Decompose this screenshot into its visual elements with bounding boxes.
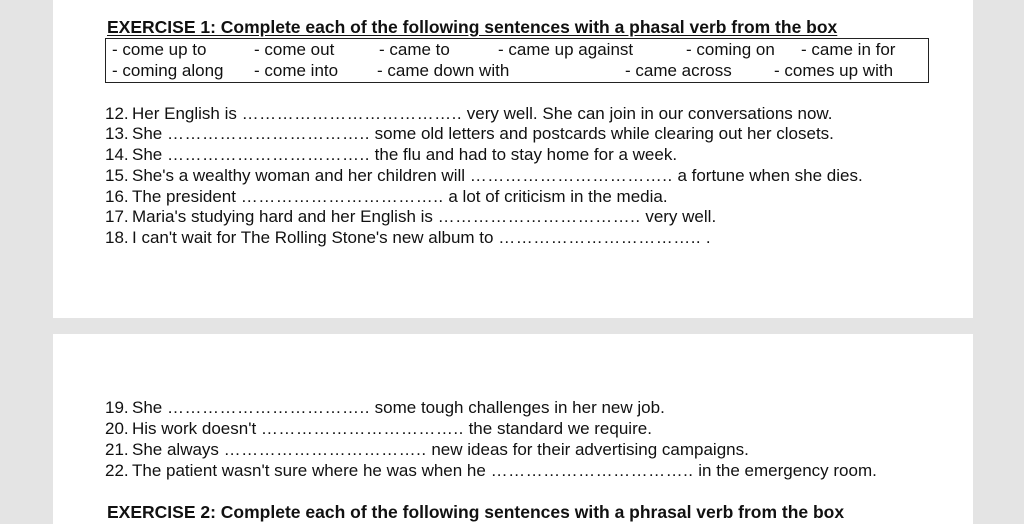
sentence-text: some old letters and postcards while clearing out her closets. [369, 124, 834, 143]
answer-blank: …………………………….. [490, 461, 694, 480]
answer-blank: …………………………….. [240, 187, 444, 206]
answer-blank: …………………………….. [166, 398, 370, 417]
sentence-15 [105, 166, 863, 186]
sentence-text: She [132, 398, 167, 417]
sentence-number: 21. [105, 440, 129, 459]
sentence-number: 19. [105, 398, 129, 417]
answer-blank: …………………………….. [223, 440, 427, 459]
answer-blank: …………………………….. [166, 145, 370, 164]
sentence-text: a lot of criticism in the media. [443, 187, 668, 206]
sentence-text: I can't wait for The Rolling Stone's new album to [132, 228, 499, 247]
box-word: - come into [254, 61, 339, 80]
sentence-text: some tough challenges in her new job. [369, 398, 665, 417]
worksheet-page-1 [53, 0, 973, 318]
sentence-number: 16. [105, 187, 129, 206]
sentence-text: Maria's studying hard and her English is [132, 207, 438, 226]
sentence-18 [105, 228, 711, 248]
sentence-text: She always [132, 440, 224, 459]
sentence-text: The president [132, 187, 241, 206]
box-word: - coming along [112, 61, 224, 80]
sentence-number: 20. [105, 419, 129, 438]
answer-blank: …………………………….. [166, 124, 370, 143]
sentence-text: the flu and had to stay home for a week. [369, 145, 678, 164]
sentence-number: 14. [105, 145, 129, 164]
sentence-text: The patient wasn't sure where he was when he [132, 461, 491, 480]
box-word: - came down with [377, 61, 510, 80]
sentence-number: 22. [105, 461, 129, 480]
answer-blank: …………………………….. [469, 166, 673, 185]
phrasal-verb-box [105, 38, 929, 83]
sentence-13 [105, 124, 834, 144]
sentence-number: 13. [105, 124, 129, 143]
sentence-17 [105, 207, 716, 227]
exercise-2-title: EXERCISE 2: Complete each of the following sentences with a phrasal verb from the box [107, 502, 845, 522]
box-word: - came up against [498, 40, 634, 59]
sentence-text: in the emergency room. [693, 461, 877, 480]
sentence-text: Her English is [132, 104, 242, 123]
sentence-number: 15. [105, 166, 129, 185]
sentence-number: 18. [105, 228, 129, 247]
box-word: - come up to [112, 40, 207, 59]
answer-blank: …………………………….. [437, 207, 641, 226]
sentence-text: She's a wealthy woman and her children will [132, 166, 470, 185]
sentence-22 [105, 461, 877, 481]
sentence-text: a fortune when she dies. [672, 166, 863, 185]
worksheet-page-2 [53, 334, 973, 524]
sentence-text: She [132, 124, 167, 143]
sentence-21 [105, 440, 749, 460]
sentence-16 [105, 187, 668, 207]
exercise-1-title: EXERCISE 1: Complete each of the following sentences with a phasal verb from the box [107, 17, 838, 37]
sentence-20 [105, 419, 652, 439]
box-word: - came across [625, 61, 732, 80]
sentence-number: 12. [105, 104, 129, 123]
answer-blank: ……………………………….. [241, 104, 463, 123]
box-word: - come out [254, 40, 335, 59]
sentence-text: . [701, 228, 711, 247]
sentence-number: 17. [105, 207, 129, 226]
sentence-text: very well. [640, 207, 717, 226]
box-word: - came in for [801, 40, 896, 59]
sentence-text: She [132, 145, 167, 164]
answer-blank: …………………………….. [498, 228, 702, 247]
box-word: - comes up with [774, 61, 894, 80]
sentence-12 [105, 104, 832, 124]
sentence-19 [105, 398, 665, 418]
sentence-text: the standard we require. [463, 419, 652, 438]
sentence-text: new ideas for their advertising campaigns. [426, 440, 749, 459]
box-word: - coming on [686, 40, 775, 59]
answer-blank: …………………………….. [260, 419, 464, 438]
box-word: - came to [379, 40, 450, 59]
sentence-text: very well. She can join in our conversations now. [462, 104, 833, 123]
sentence-14 [105, 145, 677, 165]
sentence-text: His work doesn't [132, 419, 261, 438]
